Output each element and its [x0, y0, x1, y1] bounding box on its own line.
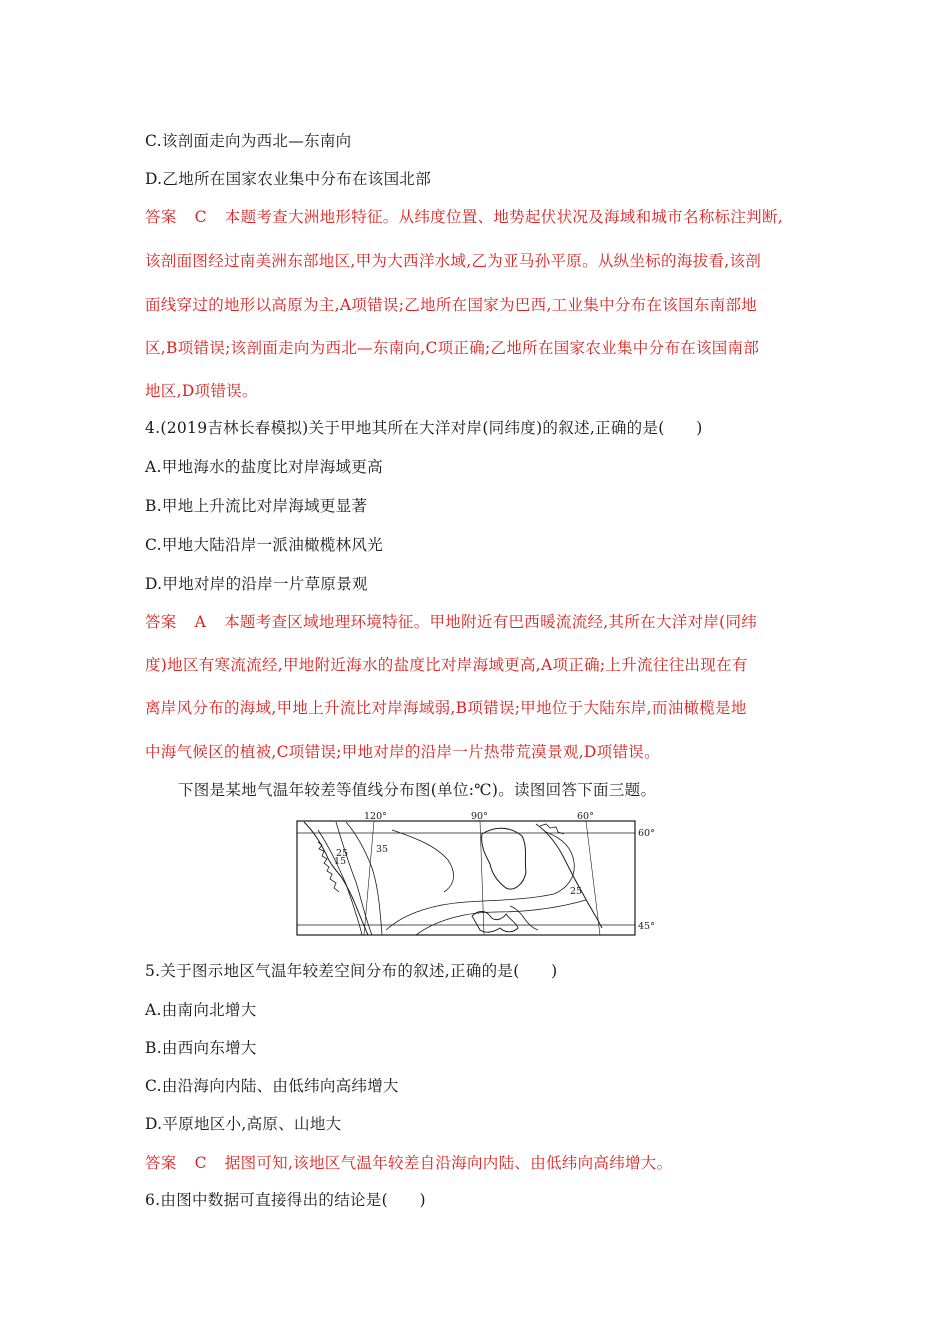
answer-4-line-3: 离岸风分布的海域,甲地上升流比对岸海域弱,B项错误;甲地位于大陆东岸,而油橄榄是地	[145, 699, 747, 717]
isoline-15	[336, 822, 372, 935]
answer-4-line-2: 度)地区有寒流流经,甲地附近海水的盐度比对岸海域更高,A项正确;上升流往往出现在有	[145, 656, 748, 674]
east-coastline	[536, 824, 602, 928]
question-4-option-d: D.甲地对岸的沿岸一片草原景观	[145, 575, 368, 593]
answer-label: 答案	[145, 613, 177, 631]
isoline-map-figure	[296, 812, 656, 942]
isoline-label-15: 15	[334, 856, 347, 867]
lat-label-60: 60°	[638, 828, 655, 839]
answer-letter: C	[194, 208, 207, 226]
figure-intro: 下图是某地气温年较差等值线分布图(单位:℃)。读图回答下面三题。	[178, 781, 657, 799]
answer-letter: A	[194, 613, 207, 631]
question-5-option-c: C.由沿海向内陆、由低纬向高纬增大	[145, 1077, 399, 1095]
answer-letter: C	[194, 1154, 207, 1172]
isoline-west-25	[318, 830, 362, 935]
answer-3-line	[145, 207, 783, 227]
lon-label-120: 120°	[364, 812, 387, 822]
st-lawrence	[510, 906, 538, 930]
lon-line-60	[586, 821, 600, 935]
question-5-option-d: D.平原地区小,高原、山地大	[145, 1115, 342, 1133]
question-5-stem: 5.关于图示地区气温年较差空间分布的叙述,正确的是( )	[145, 962, 558, 980]
isoline-inner-40	[392, 830, 454, 892]
isoline-label-35: 35	[376, 844, 389, 855]
isoline-west-35	[346, 822, 382, 935]
isoline-label-25-east: 25	[570, 886, 583, 897]
question-4-option-a: A.甲地海水的盐度比对岸海域更高	[145, 458, 383, 476]
question-4-option-b: B.甲地上升流比对岸海域更显著	[145, 497, 368, 515]
great-lakes	[472, 912, 518, 933]
map-frame	[297, 821, 635, 935]
lon-label-60: 60°	[577, 812, 594, 822]
answer-3-line-5: 地区,D项错误。	[145, 382, 258, 400]
question-4-stem: 4.(2019吉林长春模拟)关于甲地其所在大洋对岸(同纬度)的叙述,正确的是( )	[145, 419, 703, 437]
hudson-bay-coast	[482, 828, 526, 889]
answer-explanation: 本题考查区域地理环境特征。甲地附近有巴西暖流流经,其所在大洋对岸(同纬	[224, 613, 758, 631]
answer-3-line-3: 面线穿过的地形以高原为主,A项错误;乙地所在国家为巴西,工业集中分布在该国东南部地	[145, 296, 758, 314]
answer-5-line	[145, 1153, 672, 1173]
answer-3-line-2: 该剖面图经过南美洲东部地区,甲为大西洋水域,乙为亚马孙平原。从纵坐标的海拔看,该剖	[145, 252, 762, 270]
answer-3-line-4: 区,B项错误;该剖面走向为西北—东南向,C项正确;乙地所在国家农业集中分布在该国南部	[145, 339, 760, 357]
question-4-option-c: C.甲地大陆沿岸一派油橄榄林风光	[145, 536, 384, 554]
lon-label-90: 90°	[471, 812, 488, 822]
answer-4-line-4: 中海气候区的植被,C项错误;甲地对岸的沿岸一片热带荒漠景观,D项错误。	[145, 743, 660, 761]
lon-line-120	[364, 821, 374, 935]
answer-explanation: 本题考查大洲地形特征。从纬度位置、地势起伏状况及海域和城市名称标注判断,	[224, 208, 784, 226]
question-5-option-a: A.由南向北增大	[145, 1001, 257, 1019]
isoline-east-25	[386, 832, 574, 930]
isoline-label-25-west: 25	[336, 848, 349, 859]
answer-label: 答案	[145, 208, 177, 226]
lat-label-45: 45°	[638, 921, 655, 932]
option-c-line: C.该剖面走向为西北—东南向	[145, 132, 352, 150]
answer-4-line	[145, 612, 757, 632]
answer-label: 答案	[145, 1154, 177, 1172]
question-6-stem: 6.由图中数据可直接得出的结论是( )	[145, 1191, 426, 1209]
isoline-map	[296, 812, 656, 942]
east-inlets	[540, 824, 564, 834]
option-d-line: D.乙地所在国家农业集中分布在该国北部	[145, 170, 432, 188]
answer-explanation: 据图可知,该地区气温年较差自沿海向内陆、由低纬向高纬增大。	[224, 1154, 673, 1172]
question-5-option-b: B.由西向东增大	[145, 1039, 257, 1057]
